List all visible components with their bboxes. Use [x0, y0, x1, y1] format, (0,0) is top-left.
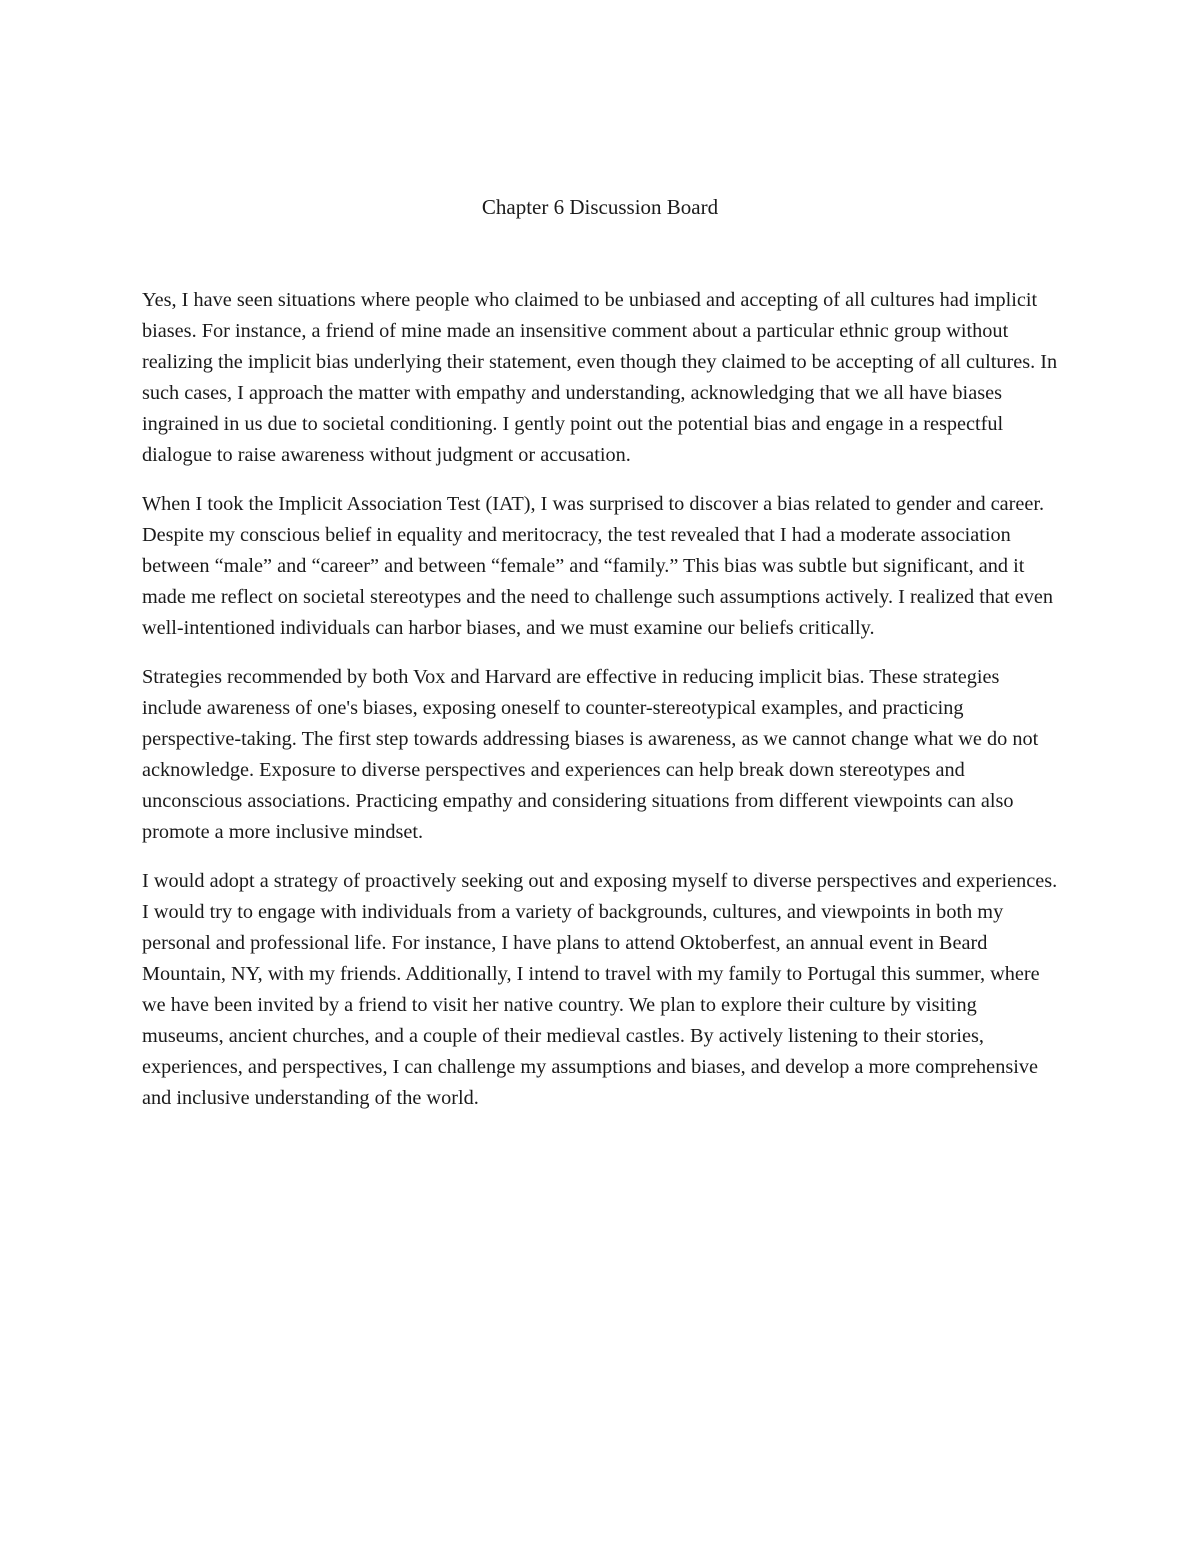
paragraph-1: Yes, I have seen situations where people who claimed to be unbiased and accepting of all cultures had implicit biases. For instance, a friend of mine made an insensitive comment about a particular ethnic group without realizing the implicit bias underlying their statement, even though they claimed to be accepting of all cultures. In such cases, I approach the matter with empathy and understanding, acknowledging that we all have biases ingrained in us due to societal conditioning. I gently point out the potential bias and engage in a respectful dialogue to raise awareness without judgment or accusation. [142, 289, 1058, 466]
paragraph-3: Strategies recommended by both Vox and Harvard are effective in reducing implicit bias. These strategies include awareness of one's biases, exposing oneself to counter-stereotypical examples, and practicing perspective-taking. The first step towards addressing biases is awareness, as we cannot change what we do not acknowledge. Exposure to diverse perspectives and experiences can help break down stereotypes and unconscious associations. Practicing empathy and considering situations from different viewpoints can also promote a more inclusive mindset. [142, 666, 1039, 843]
document-body [142, 285, 1062, 1132]
paragraph-4: I would adopt a strategy of proactively seeking out and exposing myself to diverse perspectives and experiences. I would try to engage with individuals from a variety of backgrounds, cultures, and viewpoints in both my personal and professional life. For instance, I have plans to attend Oktoberfest, an annual event in Beard Mountain, NY, with my friends. Additionally, I intend to travel with my family to Portugal this summer, where we have been invited by a friend to visit her native country. We plan to explore their culture by visiting museums, ancient churches, and a couple of their medieval castles. By actively listening to their stories, experiences, and perspectives, I can challenge my assumptions and biases, and develop a more comprehensive and inclusive understanding of the world. [142, 870, 1058, 1109]
paragraph-2: When I took the Implicit Association Test (IAT), I was surprised to discover a bias related to gender and career. Despite my conscious belief in equality and meritocracy, the test revealed that I had a moderate association between “male” and “career” and between “female” and “family.” This bias was subtle but significant, and it made me reflect on societal stereotypes and the need to challenge such assumptions actively. I realized that even well-intentioned individuals can harbor biases, and we must examine our beliefs critically. [142, 493, 1053, 639]
document-title: Chapter 6 Discussion Board [481, 195, 719, 219]
